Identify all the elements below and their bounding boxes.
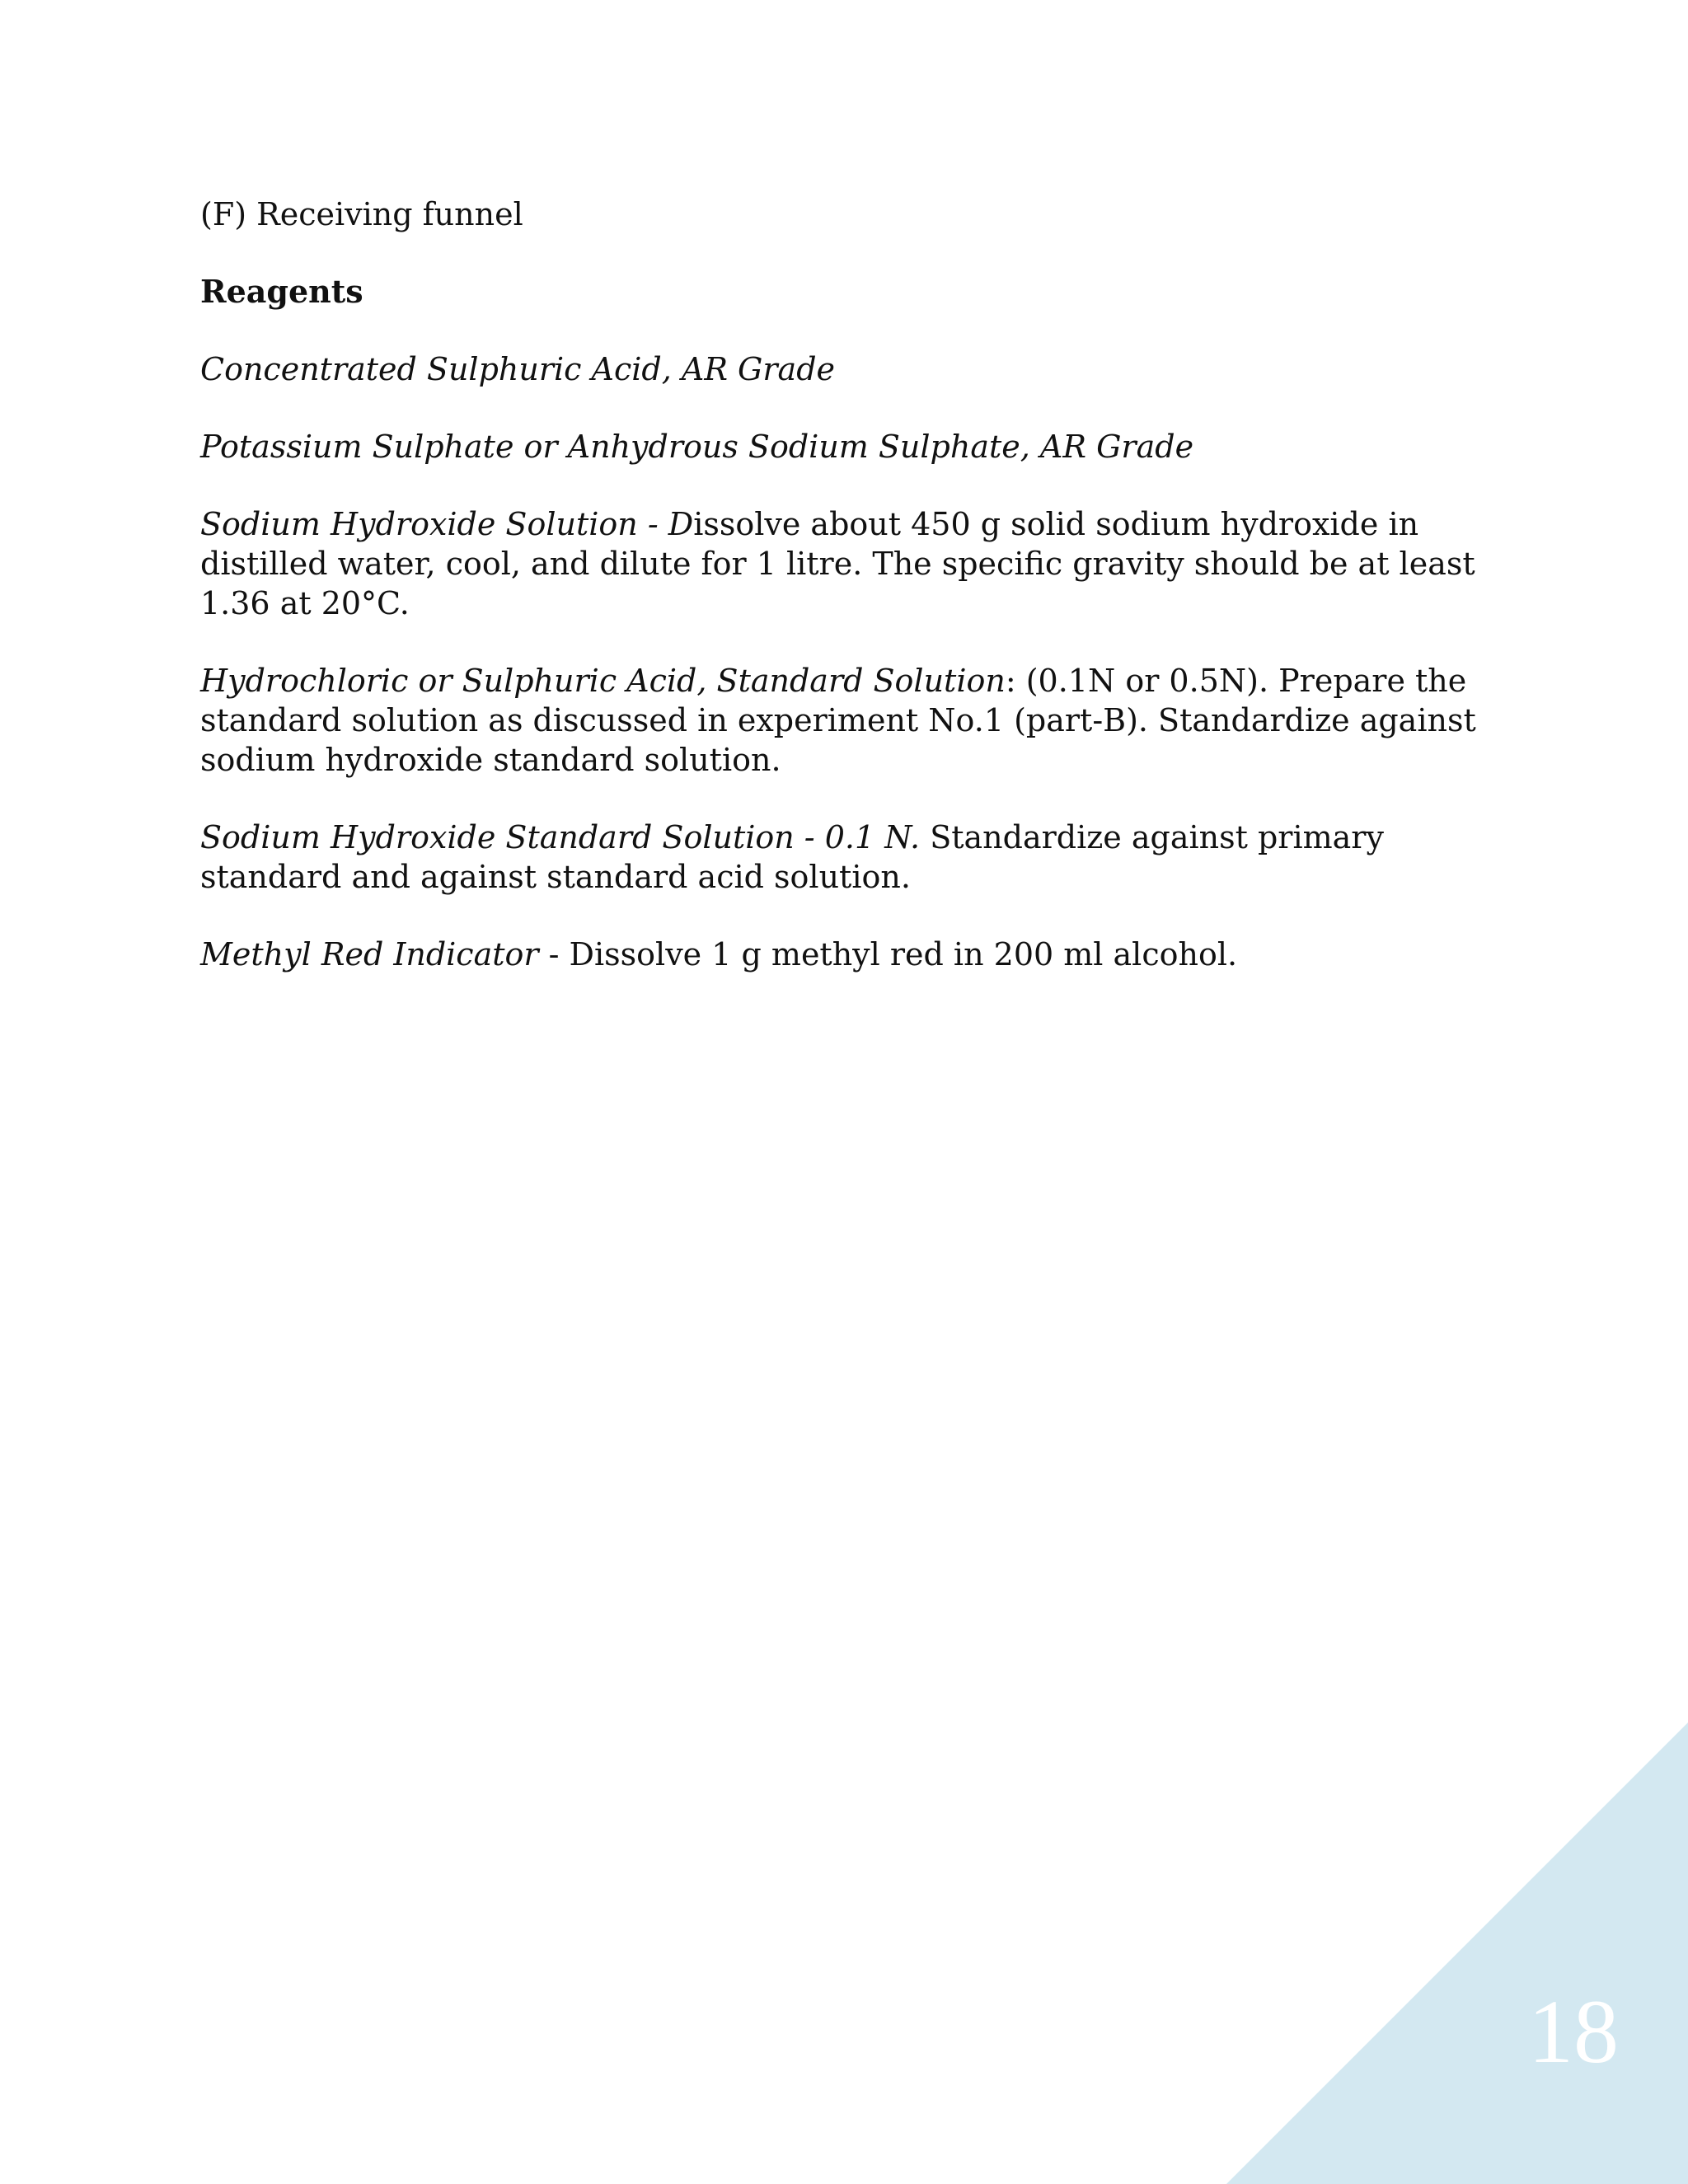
reagent-item <box>200 818 1486 897</box>
reagent-description: issolve about 450 g solid sodium hydroxide in distilled water, cool, and dilute for 1 litre. The specific gravity should be at least 1.36 at 20°C. <box>200 506 1475 621</box>
reagent-item <box>200 427 1486 466</box>
reagent-description: : (0.1N or 0.5N). Prepare the standard solution as discussed in experiment No.1 (part-B). Standardize against sodium hydroxide standard solution. <box>200 663 1476 778</box>
reagent-item <box>200 935 1486 974</box>
reagent-name: Sodium Hydroxide Standard Solution - 0.1 N. <box>200 819 921 855</box>
reagent-description: - Dissolve 1 g methyl red in 200 ml alcohol. <box>538 936 1238 972</box>
reagent-name: Concentrated Sulphuric Acid, AR Grade <box>200 351 836 387</box>
equipment-item-f: (F) Receiving funnel <box>200 196 523 232</box>
reagent-name: Hydrochloric or Sulphuric Acid, Standard Solution <box>200 663 1006 699</box>
reagent-description: Standardize against primary standard and against standard acid solution. <box>200 819 1384 895</box>
reagent-item <box>200 504 1486 623</box>
reagent-name: Potassium Sulphate or Anhydrous Sodium Sulphate, AR Grade <box>200 429 1194 465</box>
page-number: 18 <box>1528 1981 1619 2082</box>
reagents-heading: Reagents <box>200 273 363 310</box>
corner-triangle-decoration <box>1226 1722 1688 2184</box>
reagent-item <box>200 349 1486 389</box>
reagent-item <box>200 661 1486 780</box>
reagent-name: Sodium Hydroxide Solution - D <box>200 506 694 542</box>
page-content <box>200 194 1486 1012</box>
reagent-name: Methyl Red Indicator <box>200 936 539 972</box>
corner-triangle-shape <box>1226 1722 1688 2184</box>
